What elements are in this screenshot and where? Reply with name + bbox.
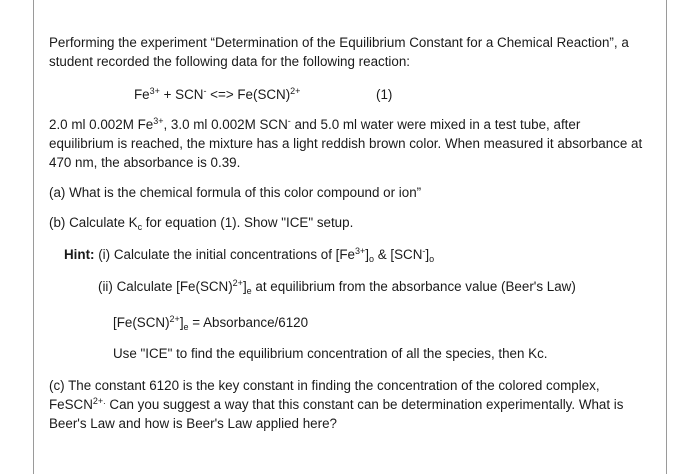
reaction-scn-charge: - bbox=[203, 86, 207, 96]
reaction-scn: + SCN bbox=[159, 87, 204, 102]
question-c-line-1: (c) The constant 6120 is the key constant in finding the concentration of the colored complex, bbox=[49, 378, 600, 393]
question-c-suggest: Can you suggest a way that this constant can be determination experimentally. What is bbox=[105, 397, 624, 412]
hint-i-bracket: ] bbox=[365, 247, 369, 262]
hint-i-scn-charge: - bbox=[422, 246, 426, 256]
question-b-kc-sub: c bbox=[137, 222, 143, 232]
hint-ii-start: (ii) Calculate [Fe(SCN) bbox=[98, 279, 233, 294]
data-line-2: equilibrium is reached, the mixture has a light reddish brown color. When measured it absorbance at bbox=[49, 136, 643, 151]
question-c-fescn: FeSCN bbox=[49, 397, 93, 412]
data-line-3: 470 nm, the absorbance is 0.39. bbox=[49, 155, 241, 170]
hint-ii-bracket: ] bbox=[242, 279, 247, 294]
hint-ii-sub-e: e bbox=[246, 286, 252, 296]
hint-eq-sub-e: e bbox=[183, 322, 189, 332]
hint-i-sub-o: o bbox=[369, 254, 375, 264]
intro-line-1: Performing the experiment “Determination of the Equilibrium Constant for a Chemical Reaction”, a bbox=[49, 35, 629, 50]
hint-eq-start: [Fe(SCN) bbox=[113, 315, 170, 330]
hint-ii-charge: 2+ bbox=[232, 278, 243, 288]
hint-use-ice: Use "ICE" to find the equilibrium concentration of all the species, then Kc. bbox=[113, 346, 548, 361]
question-b bbox=[49, 215, 353, 231]
hint-ii bbox=[98, 279, 576, 295]
hint-i-scn: & [SCN bbox=[374, 247, 423, 262]
reaction-fe-charge: 3+ bbox=[149, 86, 160, 96]
reaction-number: (1) bbox=[376, 87, 393, 102]
hint-eq-charge: 2+ bbox=[169, 314, 180, 324]
hint-i-bracket-2: ] bbox=[425, 247, 430, 262]
data-scn-volume: , 3.0 ml 0.002M SCN bbox=[163, 117, 288, 132]
hint-eq-end: = Absorbance/6120 bbox=[188, 315, 309, 330]
hint-i-fe-charge: 3+ bbox=[355, 246, 366, 256]
hint-ii-end: at equilibrium from the absorbance value (Beer's Law) bbox=[251, 279, 576, 294]
data-water-text: and 5.0 ml water were mixed in a test tube, after bbox=[290, 117, 581, 132]
reaction-equation bbox=[134, 87, 300, 103]
question-c-line-3: Beer's Law and how is Beer's Law applied here? bbox=[49, 416, 337, 431]
question-b-end: for equation (1). Show "ICE" setup. bbox=[142, 215, 354, 230]
data-fe-volume: 2.0 ml 0.002M Fe bbox=[49, 117, 154, 132]
reaction-fe: Fe bbox=[134, 87, 150, 102]
question-b-start: (b) Calculate K bbox=[49, 215, 138, 230]
hint-i bbox=[64, 247, 434, 263]
hint-equation bbox=[113, 315, 308, 331]
question-c-line-2 bbox=[49, 397, 623, 413]
data-fe-charge: 3+ bbox=[153, 116, 164, 126]
data-scn-charge: - bbox=[287, 116, 291, 126]
hint-label: Hint: bbox=[64, 247, 95, 262]
reaction-product-charge: 2+ bbox=[290, 86, 301, 96]
hint-i-start: (i) Calculate the initial concentrations of [Fe bbox=[94, 247, 355, 262]
intro-line-2: student recorded the following data for the following reaction: bbox=[49, 54, 411, 69]
question-a: (a) What is the chemical formula of this color compound or ion” bbox=[49, 185, 422, 200]
question-c-charge: 2+. bbox=[92, 396, 106, 406]
hint-i-sub-o-2: o bbox=[429, 254, 435, 264]
hint-eq-bracket: ] bbox=[179, 315, 184, 330]
data-line-1 bbox=[49, 117, 580, 133]
reaction-arrow-product: <=> Fe(SCN) bbox=[206, 87, 291, 102]
